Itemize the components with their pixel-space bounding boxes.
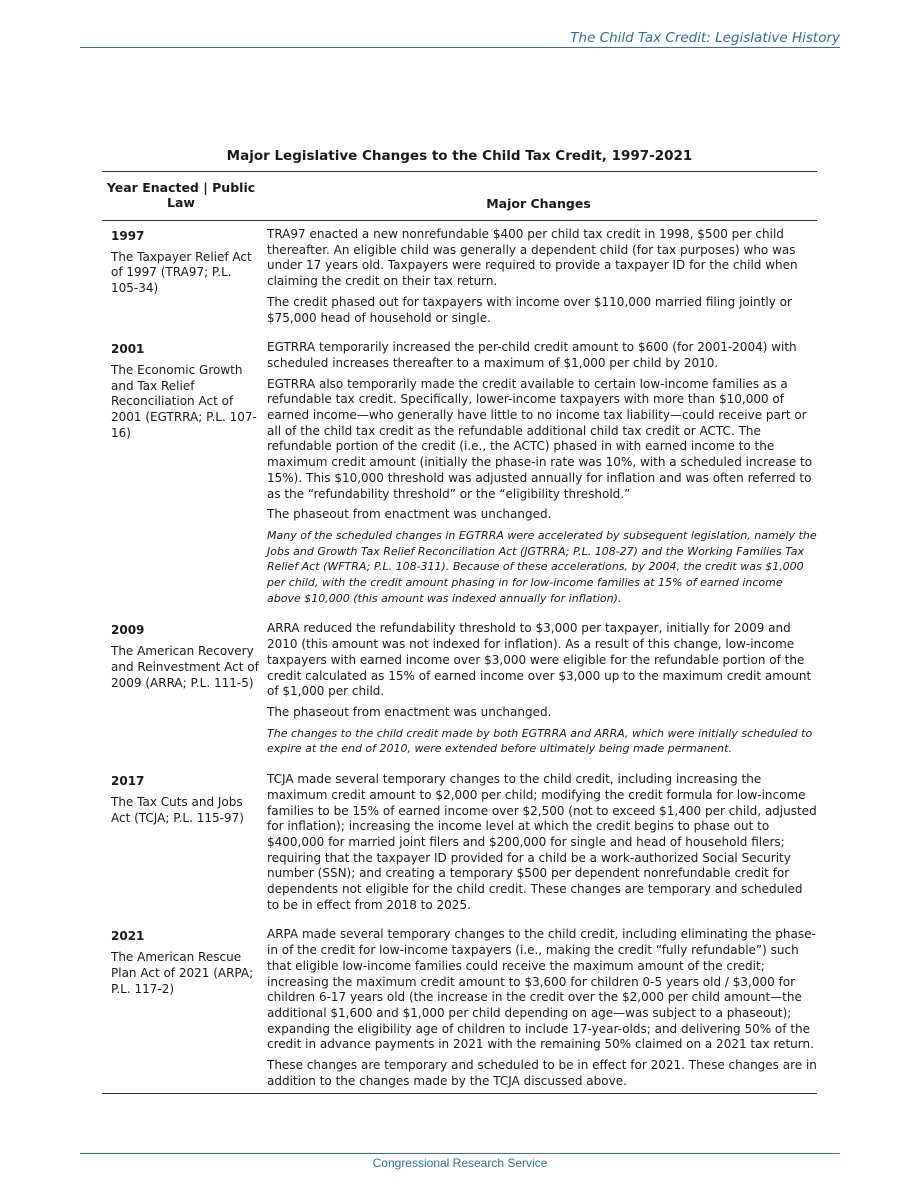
major-changes-cell bbox=[259, 768, 817, 917]
column-header-major-changes: Major Changes bbox=[486, 196, 591, 211]
year-enacted: 2017 bbox=[111, 774, 145, 789]
major-changes-cell bbox=[259, 617, 817, 762]
public-law-name: The American Rescue Plan Act of 2021 (ARPA; P.L. 117-2) bbox=[111, 950, 254, 996]
footer-rule bbox=[80, 1153, 840, 1154]
major-changes-cell bbox=[259, 923, 817, 1093]
public-law-name: The Economic Growth and Tax Relief Reconciliation Act of 2001 (EGTRRA; P.L. 107-16) bbox=[111, 362, 257, 440]
public-law-name: The Taxpayer Relief Act of 1997 (TRA97; P.L. 105-34) bbox=[111, 249, 252, 296]
public-law-name: The American Recovery and Reinvestment Act of 2009 (ARRA; P.L. 111-5) bbox=[111, 644, 259, 690]
year-law-cell bbox=[102, 768, 259, 917]
table-body bbox=[102, 223, 817, 1093]
change-paragraph: TCJA made several temporary changes to the child credit, including increasing the maximum credit amount to $2,000 per child; modifying the credit formula for low-income families to be 15% of earned income over $2,500 (not to exceed $1,400 per child, adjusted for inflation); increasing the income level at which the credit begins to phase out to $400,000 for married joint filers and $200,000 for single and head of household filers; requiring that the taxpayer ID provided for a child be a work-authorized Social Security number (SSN); and creating a temporary $500 per dependent nonrefundable credit for dependents not eligible for the child credit. These changes are temporary and scheduled to be in effect from 2018 to 2025. bbox=[267, 772, 817, 912]
table-row bbox=[102, 336, 817, 611]
year-law-cell bbox=[102, 923, 259, 1093]
table-row bbox=[102, 223, 817, 330]
table-header-row bbox=[102, 172, 817, 221]
change-paragraph: TRA97 enacted a new nonrefundable $400 per child tax credit in 1998, $500 per child thereafter. An eligible child was generally a dependent child (for tax purposes) who was under 17 years old. Taxpayers were required to provide a taxpayer ID for the child when claiming the credit on their tax return. bbox=[267, 227, 798, 289]
year-enacted: 2001 bbox=[111, 342, 145, 357]
italic-note: Many of the scheduled changes in EGTRRA were accelerated by subsequent legislation, namely the Jobs and Growth Tax Relief Reconciliation Act (JGTRRA; P.L. 108-27) and the Working Families Tax Relief Act (WFTRA; P.L. 108-311). Because of these accelerations, by 2004, the credit was $1,000 per child, with the credit amount phasing in for low-income families at 15% of earned income above $10,000 (this amount was indexed annually for inflation). bbox=[267, 528, 817, 605]
table-row bbox=[102, 768, 817, 917]
table-row bbox=[102, 617, 817, 762]
running-header-title: The Child Tax Credit: Legislative History bbox=[570, 30, 840, 46]
change-paragraph: The phaseout from enactment was unchanged. bbox=[267, 507, 552, 522]
change-paragraph: The credit phased out for taxpayers with income over $110,000 married filing jointly or $75,000 head of household or single. bbox=[267, 294, 792, 325]
change-paragraph: These changes are temporary and scheduled to be in effect for 2021. These changes are in addition to the changes made by the TCJA discussed above. bbox=[267, 1058, 817, 1088]
header-rule bbox=[80, 47, 840, 48]
year-enacted: 2021 bbox=[111, 929, 145, 944]
change-paragraph: EGTRRA also temporarily made the credit available to certain low-income families as a refundable tax credit. Specifically, lower-income taxpayers with more than $10,000 of earned income—who generally have little to no income tax liability—could receive part or all of the child tax credit as the refundable additional child tax credit or ACTC. The refundable portion of the credit (i.e., the ACTC) phased in with earned income to the maximum credit amount (initially the phase-in rate was 10%, with a scheduled increase to 15%). This $10,000 threshold was adjusted annually for inflation and was often referred to as the “refundability threshold” or the “eligibility threshold.” bbox=[267, 376, 813, 501]
major-changes-cell bbox=[259, 336, 817, 611]
table-row bbox=[102, 923, 817, 1093]
major-changes-cell bbox=[259, 223, 817, 330]
year-law-cell bbox=[102, 336, 259, 611]
footer-text: Congressional Research Service bbox=[372, 1156, 548, 1170]
italic-note: The changes to the child credit made by both EGTRRA and ARRA, which were initially scheduled to expire at the end of 2010, were extended before ultimately being made permanent. bbox=[267, 726, 813, 756]
table-title: Major Legislative Changes to the Child Tax Credit, 1997-2021 bbox=[226, 148, 693, 164]
change-paragraph: ARPA made several temporary changes to the child credit, including eliminating the phase-in of the credit for low-income taxpayers (i.e., making the credit “fully refundable”) such that eligible low-income families could receive the maximum amount of the credit; increasing the maximum credit amount to $3,600 for children 0-5 years old / $3,000 for children 6-17 years old (the increase in the credit over the $2,000 per child amount—the additional $1,600 and $1,000 per child depending on age—was subject to a phaseout); expanding the eligibility age of children to include 17-year-olds; and delivering 50% of the credit in advance payments in 2021 with the remaining 50% claimed on a 2021 tax return. bbox=[267, 927, 816, 1052]
year-law-cell bbox=[102, 223, 259, 330]
year-enacted: 2009 bbox=[111, 623, 145, 638]
change-paragraph: EGTRRA temporarily increased the per-child credit amount to $600 (for 2001-2004) with scheduled increases thereafter to a maximum of $1,000 per child by 2010. bbox=[267, 340, 797, 370]
legislative-changes-table bbox=[102, 171, 817, 1094]
public-law-name: The Tax Cuts and Jobs Act (TCJA; P.L. 115-97) bbox=[111, 794, 244, 825]
year-law-cell bbox=[102, 617, 259, 762]
column-header-year-law: Year Enacted | Public Law bbox=[106, 180, 256, 210]
change-paragraph: ARRA reduced the refundability threshold to $3,000 per taxpayer, initially for 2009 and 2010 (this amount was not indexed for inflation). As a result of this change, low-income taxpayers with earned income over $3,000 were eligible for the refundable portion of the credit calculated as 15% of earned income over $3,000 up to the maximum credit amount of $1,000 per child. bbox=[267, 621, 812, 699]
year-enacted: 1997 bbox=[111, 229, 145, 243]
change-paragraph: The phaseout from enactment was unchanged. bbox=[267, 704, 552, 719]
